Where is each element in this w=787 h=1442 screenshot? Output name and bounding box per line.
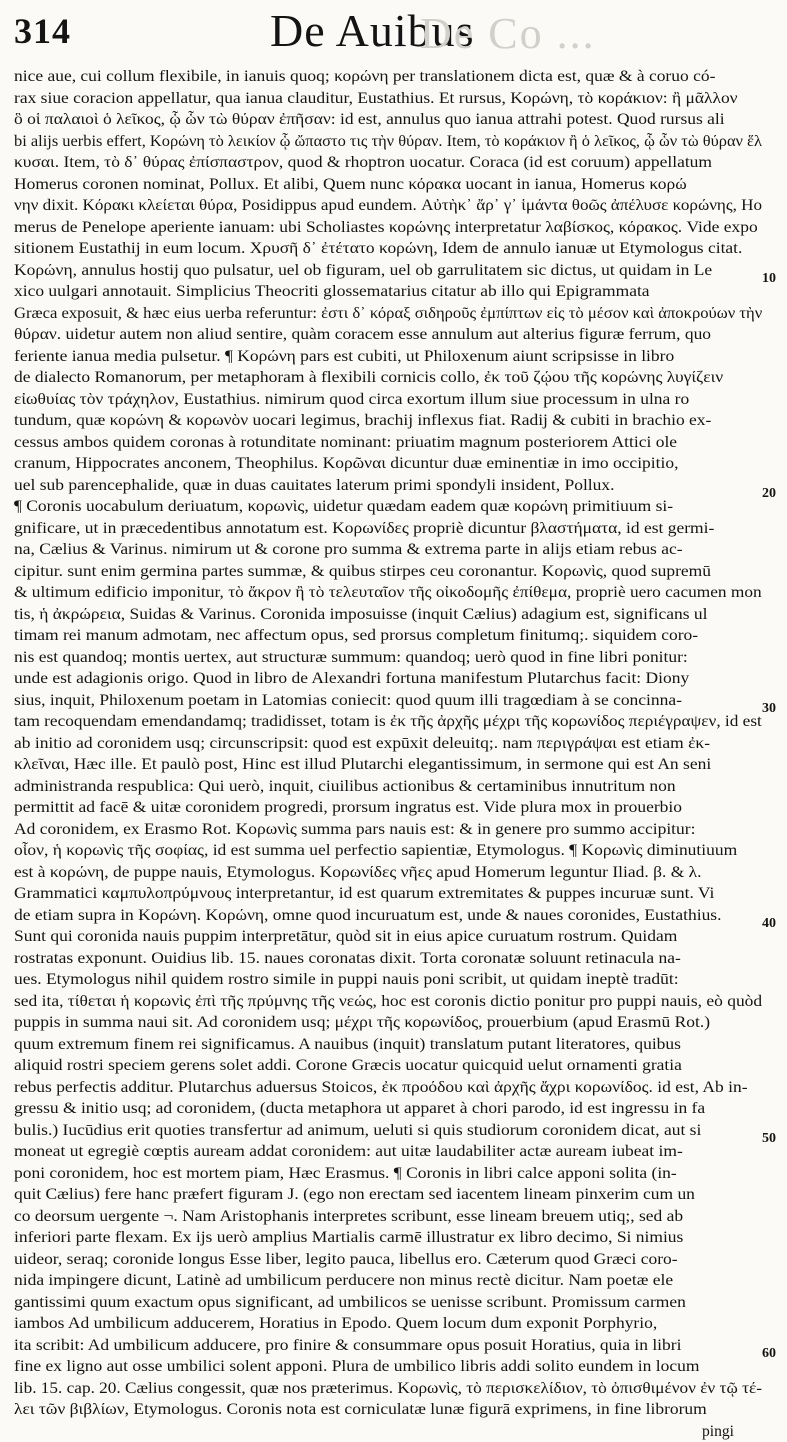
text-line bbox=[14, 281, 764, 303]
text-line bbox=[14, 754, 764, 776]
text-line-content: administranda respublica: Qui uerò, inquit, ciuilibus actionibus & certaminibus innutritum non bbox=[14, 776, 676, 798]
text-line-content: gantissimi quum exactum opus significant, ad umbilicos se uenisse scribunt. Promissum carmen bbox=[14, 1292, 686, 1314]
text-line-content: οἷον, ἡ κορωνὶς τῆς σοφίας, id est summa uel perfectio sapientiæ, Etymologus. ¶ Κορωνὶς diminutiuum bbox=[14, 840, 737, 862]
text-line bbox=[14, 733, 764, 755]
text-line bbox=[14, 518, 764, 540]
text-line-content: tundum, quæ κορώνη & κορωνὸν uocari legimus, brachij inflexus fiat. Radij & cubiti in brachio ex- bbox=[14, 410, 711, 432]
text-line bbox=[14, 346, 764, 368]
text-line bbox=[14, 109, 764, 131]
text-line-content: cranum, Hippocrates anconem, Theophilus. Κορῶναι dicuntur duæ eminentiæ in imo occipitio, bbox=[14, 453, 678, 475]
text-line bbox=[14, 66, 764, 88]
text-line bbox=[14, 496, 764, 518]
text-line bbox=[14, 539, 764, 561]
text-line bbox=[14, 948, 764, 970]
text-line bbox=[14, 862, 764, 884]
text-line bbox=[14, 1163, 764, 1185]
text-line-content: sed ita, τίθεται ἡ κορωνὶς ἐπὶ τῆς πρύμνης τῆς νεώς, hoc est coronis dictio ponitur pro puppi nauis, eò quòd bbox=[14, 991, 762, 1013]
text-line-content: na, Cælius & Varinus. nimirum ut & corone pro summa & extrema parte in alijs etiam rebus ac- bbox=[14, 539, 683, 561]
text-line bbox=[14, 1077, 764, 1099]
text-line-content: ὃ οἱ παλαιοὶ ὁ λεῖκος, ᾧ ὧν τὼ θύραν ἐπῆσαν: id est, annulus quo ianua attrahi potest. Quod rursus ali bbox=[14, 109, 725, 131]
text-line bbox=[14, 238, 764, 260]
text-line-content: uel sub parencephalide, quæ in duas cauitates laterum primi spondyli insident, Pollux. bbox=[14, 475, 614, 497]
text-line-content: nida impingere dicunt, Latinè ad umbilicum perducere non minus rectè dicitur. Nam poetæ ele bbox=[14, 1270, 673, 1292]
text-line-content: λει τῶν βιβλίων, Etymologus. Coronis nota est corniculatæ lunæ figurā exprimens, in fine librorum bbox=[14, 1399, 707, 1421]
text-line-content: co deorsum uergente ¬. Nam Aristophanis interpretes scribunt, esse lineam breuem utiq;, sed ab bbox=[14, 1206, 683, 1228]
text-line-content: nice aue, cui collum flexibile, in ianuis quoq; κορώνη per translationem dicta est, quæ & à coruo có- bbox=[14, 66, 715, 88]
text-line-content: Κορώνη, annulus hostij quo pulsatur, uel ob figuram, uel ob garrulitatem sic dictus, ut quidam in Le bbox=[14, 260, 712, 282]
text-line-content: cipitur. sunt enim germina partes summæ, & quibus stirpes ceu coronantur. Κορωνὶς, quod supremū bbox=[14, 561, 711, 583]
bleed-through-text: De Co ... bbox=[420, 8, 780, 59]
text-line bbox=[14, 1378, 764, 1400]
text-line bbox=[14, 152, 764, 174]
text-line bbox=[14, 776, 764, 798]
text-line bbox=[14, 1206, 764, 1228]
text-line bbox=[14, 797, 764, 819]
text-line bbox=[14, 432, 764, 454]
catchword: pingi bbox=[702, 1423, 734, 1440]
text-line-content: ab initio ad coronidem usq; circunscripsit: quod est expūxit deleuitq;. nam περιγράψαι est etiam ἐκ- bbox=[14, 733, 710, 755]
text-line bbox=[14, 840, 764, 862]
text-line-content: permittit ad facē & uitæ coronidem progredi, prorsum ingratus est. Vide plura mox in prouerbio bbox=[14, 797, 682, 819]
text-line-content: bi alijs uerbis effert, Κορώνη τὸ λεικίον ᾧ ὤπαστο τις τὴν θύραν. Item, τὸ κοράκιον ἢ ὁ λεῖκος, ᾧ ὧν τὼ θύραν ἕλ bbox=[14, 131, 762, 153]
text-line-content: est à κορώνη, de puppe nauis, Etymologus. Κορωνίδες νῆες apud Homerum leguntur Iliad. β. & λ. bbox=[14, 862, 702, 884]
text-line bbox=[14, 1184, 764, 1206]
text-line-content: rostratas exponunt. Ouidius lib. 15. naues coronatas dixit. Torta coronatæ soluunt retinacula na- bbox=[14, 948, 681, 970]
margin-line-number: 10 bbox=[762, 268, 776, 290]
text-line-content: fine ex ligno aut osse umbilici solent apponi. Plura de umbilico libris addi solito eundem in locum bbox=[14, 1356, 699, 1378]
text-line-content: θύραν. uidetur autem non aliud sentire, quàm coracem esse annulum aut alterius figuræ ferrum, quo bbox=[14, 324, 711, 346]
text-line-content: κυσαι. Item, τὸ δ᾽ θύρας ἐπίσπαστρον, quod & rhoptron uocatur. Coraca (id est coruum) appellatum bbox=[14, 152, 712, 174]
text-line bbox=[14, 1034, 764, 1056]
text-line-content: gnificare, ut in præcedentibus annotatum est. Κορωνίδες propriè dicuntur βλαστήματα, id est germi- bbox=[14, 518, 714, 540]
text-line-content: xico uulgari annotauit. Simplicius Theocriti glossematarius citatur ab illo qui Epigrammata bbox=[14, 281, 650, 303]
text-line-content: κλεῖναι, Hæc ille. Et paulò post, Hinc est illud Plutarchi elegantissimum, in sermone qui est An seni bbox=[14, 754, 711, 776]
text-line-content: εἰωθυίας τὸν τράχηλον, Eustathius. nimirum quod circa exortum illum siue processum in ulna ro bbox=[14, 389, 689, 411]
page-number: 314 bbox=[14, 10, 71, 52]
text-line bbox=[14, 1141, 764, 1163]
text-line bbox=[14, 969, 764, 991]
text-line bbox=[14, 561, 764, 583]
text-line-content: Homerus coronen nominat, Pollux. Et alibi, Quem nunc κόρακα uocant in ianua, Homerus κορώ bbox=[14, 174, 687, 196]
text-line-content: tam recoquendam emendandamq; tradidisset, totam is ἐκ τῆς ἀρχῆς μέχρι τῆς κορωνίδος περιέγραψεν, id est bbox=[14, 711, 762, 733]
text-line-content: Græca exposuit, & hæc eius uerba referuntur: ἐστι δ᾽ κόραξ σιδηροῦς ἐμπίπτων εἰς τὸ μέσον καὶ ἀποκρούων τὴν bbox=[14, 303, 762, 325]
text-line bbox=[14, 1399, 764, 1421]
text-line bbox=[14, 582, 764, 604]
text-line bbox=[14, 475, 764, 497]
text-line bbox=[14, 1356, 764, 1378]
margin-line-number: 50 bbox=[762, 1128, 776, 1150]
text-line bbox=[14, 217, 764, 239]
margin-line-number: 40 bbox=[762, 913, 776, 935]
text-line bbox=[14, 88, 764, 110]
text-line bbox=[14, 131, 764, 153]
text-line-content: sius, inquit, Philoxenum poetam in Latomias coniecit: quod quum illi tragœdiam à se concinna- bbox=[14, 690, 682, 712]
text-line-content: Sunt qui coronida nauis puppim interpretātur, quòd sit in eius apice curuatum rostrum. Quidam bbox=[14, 926, 677, 948]
text-line bbox=[14, 711, 764, 733]
text-line bbox=[14, 303, 764, 325]
text-line bbox=[14, 324, 764, 346]
text-line bbox=[14, 389, 764, 411]
text-line-content: gressu & initio usq; ad coronidem, (ducta metaphora ut apparet à chori parodo, id est ingressu in fa bbox=[14, 1098, 705, 1120]
text-line-content: Grammatici καμπυλοπρύμνους interpretantur, id est quarum extremitates & puppes incuruæ sunt. Vi bbox=[14, 883, 714, 905]
text-line-content: & ultimum edificio imponitur, τὸ ἄκρον ἢ τὸ τελευταῖον τῆς οἰκοδομῆς ἐπίθεμα, propriè uero cacumen mon bbox=[14, 582, 762, 604]
text-line bbox=[14, 883, 764, 905]
text-line bbox=[14, 668, 764, 690]
text-line bbox=[14, 1335, 764, 1357]
margin-line-number: 30 bbox=[762, 698, 776, 720]
text-line-content: ¶ Coronis uocabulum deriuatum, κορωνὶς, uidetur quædam eadem quæ κορώνη primitiuum si- bbox=[14, 496, 673, 518]
text-line-content: de etiam supra in Κορώνη. Κορώνη, omne quod incuruatum est, unde & naues coronides, Eustathius. bbox=[14, 905, 721, 927]
text-line-content: lib. 15. cap. 20. Cælius congessit, quæ nos præterimus. Κορωνὶς, τὸ περισκελίδιον, τὸ ὀπισθιμένον ἐν τῷ τέ- bbox=[14, 1378, 762, 1400]
text-line-content: iambos Ad umbilicum adducerem, Horatius in Epodo. Quem locum dum exponit Porphyrio, bbox=[14, 1313, 657, 1335]
text-line bbox=[14, 1270, 764, 1292]
text-line-content: bulis.) Iucūdius erit quoties transfertur ad animum, ueluti si quis studiorum coronidem dicat, aut si bbox=[14, 1120, 701, 1142]
text-line bbox=[14, 1120, 764, 1142]
text-line bbox=[14, 453, 764, 475]
text-line bbox=[14, 367, 764, 389]
text-line-content: timam rei manum admotam, nec affectum opus, sed prorsus completum finitumq;. siquidem coro- bbox=[14, 625, 698, 647]
text-line-content: ues. Etymologus nihil quidem rostro simile in puppi nauis poni scribit, ut quidam ineptè tradūt: bbox=[14, 969, 679, 991]
text-line bbox=[14, 647, 764, 669]
running-title: De Auibus bbox=[270, 4, 475, 57]
text-line bbox=[14, 174, 764, 196]
text-line bbox=[14, 625, 764, 647]
text-line bbox=[14, 195, 764, 217]
margin-line-number: 20 bbox=[762, 483, 776, 505]
text-line bbox=[14, 1227, 764, 1249]
text-line-content: rax siue coracion appellatur, qua ianua clauditur, Eustathius. Et rursus, Κορώνη, τὸ κοράκιον: ἢ μᾶλλον bbox=[14, 88, 738, 110]
text-line-content: aliquid rostri speciem gerens solet addi. Corone Græcis uocatur quicquid uelut ornamenti gratia bbox=[14, 1055, 682, 1077]
text-line bbox=[14, 819, 764, 841]
text-line bbox=[14, 1012, 764, 1034]
text-line bbox=[14, 260, 764, 282]
text-line bbox=[14, 1055, 764, 1077]
text-line bbox=[14, 410, 764, 432]
text-line-content: uideor, seraq; coronide longus Esse liber, legito pauca, libellus ero. Cæterum quod Græci coro- bbox=[14, 1249, 678, 1271]
body-text bbox=[14, 66, 764, 1442]
text-line bbox=[14, 1249, 764, 1271]
text-line-content: inferiori parte flexam. Ex ijs uerò amplius Martialis carmē illustratur ex libro decimo, Si nimius bbox=[14, 1227, 683, 1249]
catchword-line bbox=[14, 1421, 764, 1442]
text-line-content: quum extremum finem rei significamus. A nauibus (inquit) translatum putant literatores, quibus bbox=[14, 1034, 681, 1056]
text-line bbox=[14, 1292, 764, 1314]
text-line-content: quit Cælius) fere hanc præfert figuram J. (ego non erectam sed iacentem lineam pinxerim cum un bbox=[14, 1184, 695, 1206]
text-line bbox=[14, 1098, 764, 1120]
text-line-content: puppis in summa naui sit. Ad coronidem usq; μέχρι τῆς κορωνίδος, prouerbium (apud Erasmū Rot.) bbox=[14, 1012, 710, 1034]
text-line-content: ita scribit: Ad umbilicum adducere, pro finire & consummare opus posuit Horatius, quia in libri bbox=[14, 1335, 681, 1357]
margin-line-number: 60 bbox=[762, 1343, 776, 1365]
text-line bbox=[14, 905, 764, 927]
text-line-content: poni coronidem, hoc est mortem piam, Hæc Erasmus. ¶ Coronis in libri calce apponi solita (in- bbox=[14, 1163, 677, 1185]
text-line-content: moneat ut egregiè cœptis auream addat coronidem: aut uitæ laudabiliter actæ auream iubeat im- bbox=[14, 1141, 683, 1163]
text-line-content: feriente ianua media pulsetur. ¶ Κορώνη pars est cubiti, ut Philoxenum aiunt scripsisse in libro bbox=[14, 346, 674, 368]
text-line bbox=[14, 604, 764, 626]
text-line bbox=[14, 690, 764, 712]
text-line-content: nis est quandoq; montis uertex, aut structuræ summum: quandoq; uerò quod in fine libri ponitur: bbox=[14, 647, 688, 669]
text-line-content: merus de Penelope aperiente ianuam: ubi Scholiastes κορώνης interpretatur λαβίσκος, κόρακος. Vide expo bbox=[14, 217, 758, 239]
text-line-content: sitionem Eustathij in eum locum. Χρυσῆ δ᾽ ἐτέτατο κορώνη, Idem de annulo ianuæ ut Etymologus citat. bbox=[14, 238, 742, 260]
text-line-content: rebus perfectis additur. Plutarchus aduersus Stoicos, ἐκ προόδου καὶ ἀρχῆς ἄχρι κορωνίδος. id est, Ab in- bbox=[14, 1077, 748, 1099]
text-line-content: cessus ambos quidem coronas à rotunditate nominant: priuatim magnum posteriorem Attici ole bbox=[14, 432, 677, 454]
text-line-content: Ad coronidem, ex Erasmo Rot. Κορωνὶς summa pars nauis est: & in genere pro summo accipitur: bbox=[14, 819, 695, 841]
text-line-content: tis, ἡ ἀκρώρεια, Suidas & Varinus. Coronida imposuisse (inquit Cælius) adagium est, significans ul bbox=[14, 604, 707, 626]
text-line bbox=[14, 991, 764, 1013]
text-line-content: unde est adagionis origo. Quod in libro de Alexandri fortuna manifestum Plutarchus facit: Diony bbox=[14, 668, 689, 690]
text-line bbox=[14, 1313, 764, 1335]
text-line bbox=[14, 926, 764, 948]
text-line-content: de dialecto Romanorum, per metaphoram à flexibili cornicis collo, ἐκ τοῦ ζῴου τῆς κορώνης λυγίζειν bbox=[14, 367, 723, 389]
text-line-content: νην dixit. Κόρακι κλείεται θύρα, Posidippus apud eundem. Αὐτὴκ᾽ ἄρ᾽ γ᾽ ἱμάντα θοῶς ἀπέλυσε κορώνης, Ho bbox=[14, 195, 762, 217]
